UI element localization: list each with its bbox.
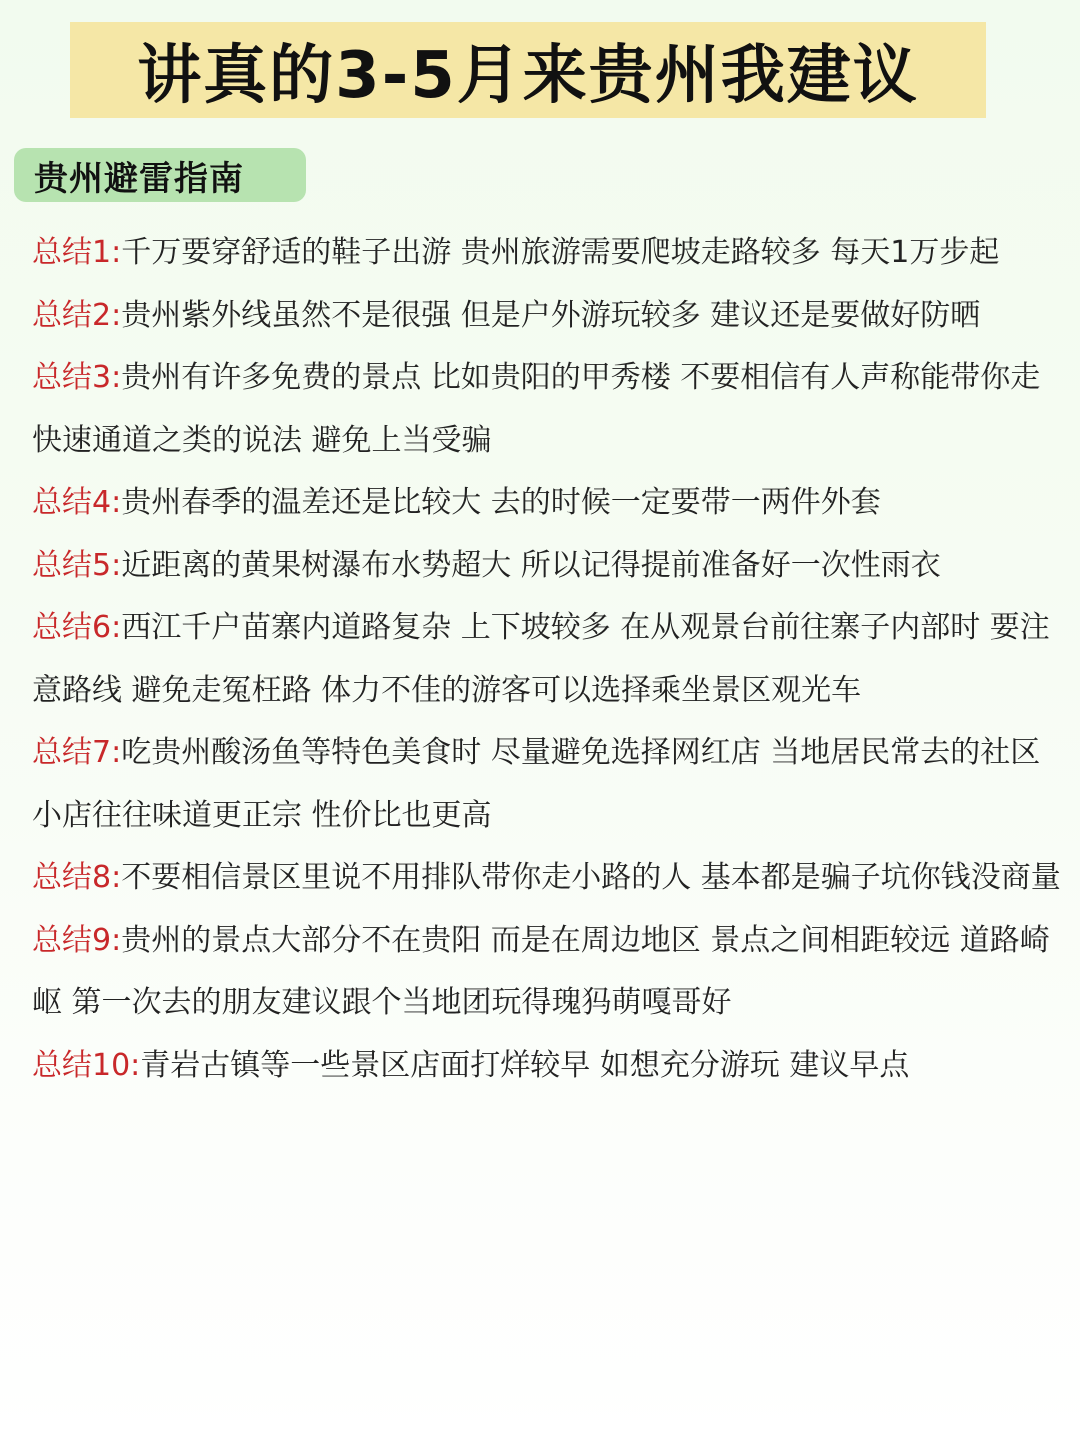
tip-item <box>32 285 1062 348</box>
title-banner <box>70 22 986 118</box>
tip-item <box>32 347 1062 472</box>
tip-prefix: 总结3: <box>32 360 122 395</box>
tip-item <box>32 222 1062 285</box>
section-heading: 贵州避雷指南 <box>34 158 244 199</box>
tip-prefix: 总结5: <box>32 547 122 583</box>
tip-text: 贵州有许多免费的景点 比如贵阳的甲秀楼 不要相信有人声称能带你走快速通道之类的说法 避免上当受骗 <box>32 360 1041 458</box>
tip-text: 西江千户苗寨内道路复杂 上下坡较多 在从观景台前往寨子内部时 要注意路线 避免走冤枉路 体力不佳的游客可以选择乘坐景区观光车 <box>32 610 1050 708</box>
tip-prefix: 总结2: <box>32 297 122 333</box>
tip-text: 贵州春季的温差还是比较大 去的时候一定要带一两件外套 <box>121 485 881 520</box>
tip-item <box>32 1035 1062 1098</box>
tip-text: 千万要穿舒适的鞋子出游 贵州旅游需要爬坡走路较多 每天1万步起 <box>121 235 1000 270</box>
tip-item <box>32 722 1062 847</box>
tip-text: 青岩古镇等一些景区店面打烊较早 如想充分游玩 建议早点 <box>140 1047 910 1083</box>
tips-list <box>32 222 1062 1097</box>
tip-prefix: 总结10: <box>32 1047 141 1083</box>
tip-text: 近距离的黄果树瀑布水势超大 所以记得提前准备好一次性雨衣 <box>121 547 941 583</box>
page-title: 讲真的3-5月来贵州我建议 <box>137 39 919 113</box>
tip-item <box>32 847 1062 910</box>
tip-prefix: 总结8: <box>32 860 122 895</box>
tip-prefix: 总结7: <box>32 735 122 770</box>
tip-text: 吃贵州酸汤鱼等特色美食时 尽量避免选择网红店 当地居民常去的社区小店往往味道更正宗 性价比也更高 <box>32 735 1041 833</box>
tip-prefix: 总结6: <box>32 610 122 645</box>
tip-text: 不要相信景区里说不用排队带你走小路的人 基本都是骗子坑你钱没商量 <box>121 860 1061 895</box>
tip-prefix: 总结9: <box>32 922 122 958</box>
tip-prefix: 总结1: <box>32 235 122 270</box>
tip-text: 贵州的景点大部分不在贵阳 而是在周边地区 景点之间相距较远 道路崎岖 第一次去的朋友建议跟个当地团玩得瑰犸萌嘎哥好 <box>32 922 1050 1020</box>
section-pill <box>14 148 306 202</box>
tip-item <box>32 597 1062 722</box>
tip-text: 贵州紫外线虽然不是很强 但是户外游玩较多 建议还是要做好防晒 <box>121 297 981 333</box>
tip-item <box>32 472 1062 535</box>
tip-item <box>32 535 1062 598</box>
tip-prefix: 总结4: <box>32 485 122 520</box>
tip-item <box>32 910 1062 1035</box>
